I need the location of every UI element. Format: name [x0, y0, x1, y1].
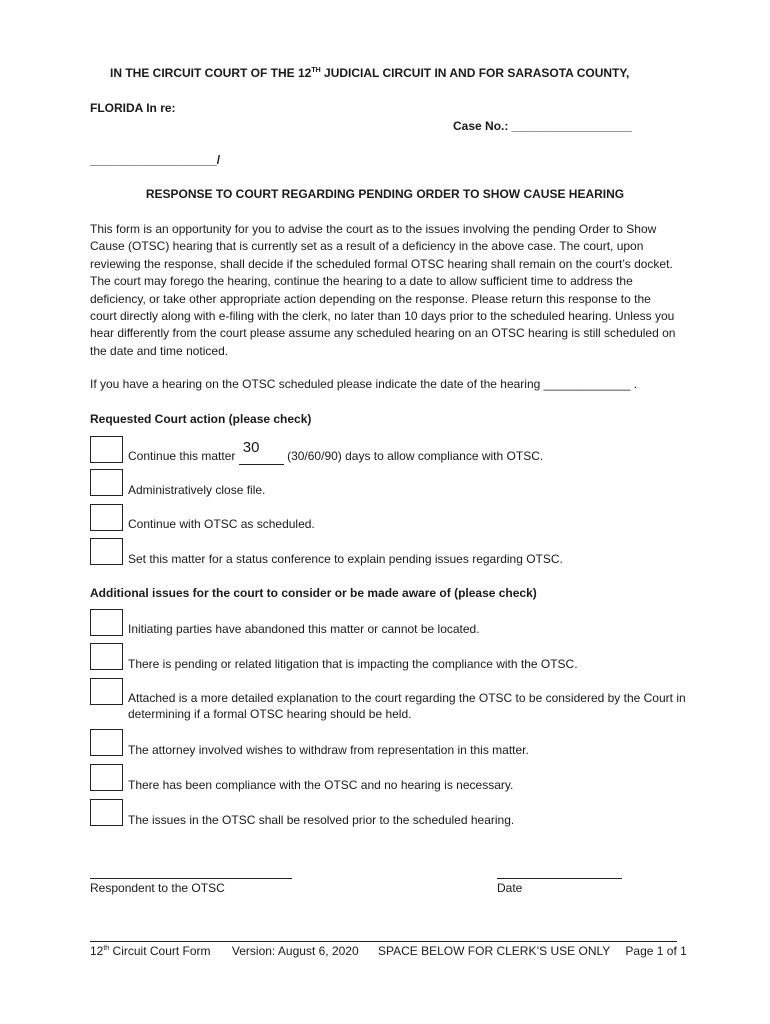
days-value: 30: [242, 439, 260, 456]
issue-attorney-withdraw: The attorney involved wishes to withdraw from representation in this matter.: [128, 743, 529, 757]
issue-resolved: The issues in the OTSC shall be resolved prior to the scheduled hearing.: [128, 813, 515, 827]
intro-paragraph: This form is an opportunity for you to advise the court as to the issues involving the pending Order to Show Cause (OTSC) hearing that is currently set as a result of a deficiency in the above case. The court, upon reviewing the response, shall decide if the scheduled formal OTSC hearing shall remain on the court’s docket. The court may forego the hearing, continue the hearing to a date to allow sufficient time to address the deficiency, or take other appropriate action depending on the response. Please return this response to the court directly along with e-filing with the clerk, no later than 10 days prior to the scheduled hearing. Unless you hear differently from the court please assume any scheduled hearing on an OTSC hearing is still scheduled on the date and time noticed.: [90, 222, 676, 358]
footer-clerk-use: SPACE BELOW FOR CLERK’S USE ONLY: [378, 944, 611, 958]
footer-divider: [90, 941, 677, 942]
case-number-field[interactable]: Case No.: __________________: [453, 119, 632, 133]
checkbox-attached-explanation[interactable]: [90, 678, 123, 705]
header-superscript: TH: [311, 67, 321, 74]
option-status-conference: Set this matter for a status conference to explain pending issues regarding OTSC.: [128, 552, 563, 566]
option-text-end: (30/60/90) days to allow compliance with OTSC.: [287, 449, 544, 463]
checkbox-close-file[interactable]: [90, 469, 123, 496]
checkbox-compliance[interactable]: [90, 764, 123, 791]
footer-court-sup: th: [103, 945, 110, 952]
checkbox-continue-otsc[interactable]: [90, 504, 123, 531]
header-text-end: JUDICIAL CIRCUIT IN AND FOR SARASOTA COUNTY,: [320, 66, 630, 80]
court-header-line1: [110, 66, 629, 80]
footer-form-name: [90, 944, 211, 958]
form-title: RESPONSE TO COURT REGARDING PENDING ORDER TO SHOW CAUSE HEARING: [145, 187, 625, 201]
option-continue-matter: [128, 439, 688, 465]
additional-issues-heading: Additional issues for the court to consider or be made aware of (please check): [90, 586, 537, 600]
checkbox-status-conference[interactable]: [90, 538, 123, 565]
option-text: Continue this matter: [128, 449, 236, 463]
court-header-line2: FLORIDA In re:: [90, 101, 176, 115]
option-close-file: Administratively close file.: [128, 483, 266, 497]
option-continue-otsc: Continue with OTSC as scheduled.: [128, 517, 315, 531]
issue-abandoned: Initiating parties have abandoned this matter or cannot be located.: [128, 622, 480, 636]
date-label: Date: [497, 881, 523, 895]
date-signature-line[interactable]: [497, 878, 622, 879]
footer-court-number: 12: [90, 944, 104, 958]
checkbox-resolved[interactable]: [90, 799, 123, 826]
checkbox-abandoned[interactable]: [90, 609, 123, 636]
footer-version: Version: August 6, 2020: [231, 944, 359, 958]
party-name-line[interactable]: ___________________/: [90, 153, 221, 167]
days-field[interactable]: [239, 439, 284, 465]
checkbox-attorney-withdraw[interactable]: [90, 729, 123, 756]
footer-page-number: Page 1 of 1: [625, 944, 687, 958]
footer: [90, 944, 687, 958]
footer-court-rest: Circuit Court Form: [109, 944, 211, 958]
checkbox-continue-matter[interactable]: [90, 436, 123, 463]
header-text: IN THE CIRCUIT COURT OF THE 12: [110, 66, 312, 80]
issue-compliance: There has been compliance with the OTSC and no hearing is necessary.: [128, 778, 514, 792]
hearing-date-line[interactable]: If you have a hearing on the OTSC scheduled please indicate the date of the hearing _____________ .: [90, 377, 638, 391]
issue-pending-litigation: There is pending or related litigation that is impacting the compliance with the OTSC.: [128, 657, 578, 671]
respondent-label: Respondent to the OTSC: [90, 881, 225, 895]
issue-attached-explanation: Attached is a more detailed explanation to the court regarding the OTSC to be considered by the Court in determining if a formal OTSC hearing should be held.: [128, 691, 686, 721]
checkbox-pending-litigation[interactable]: [90, 643, 123, 670]
respondent-signature-line[interactable]: [90, 878, 292, 879]
requested-action-heading: Requested Court action (please check): [90, 412, 312, 426]
